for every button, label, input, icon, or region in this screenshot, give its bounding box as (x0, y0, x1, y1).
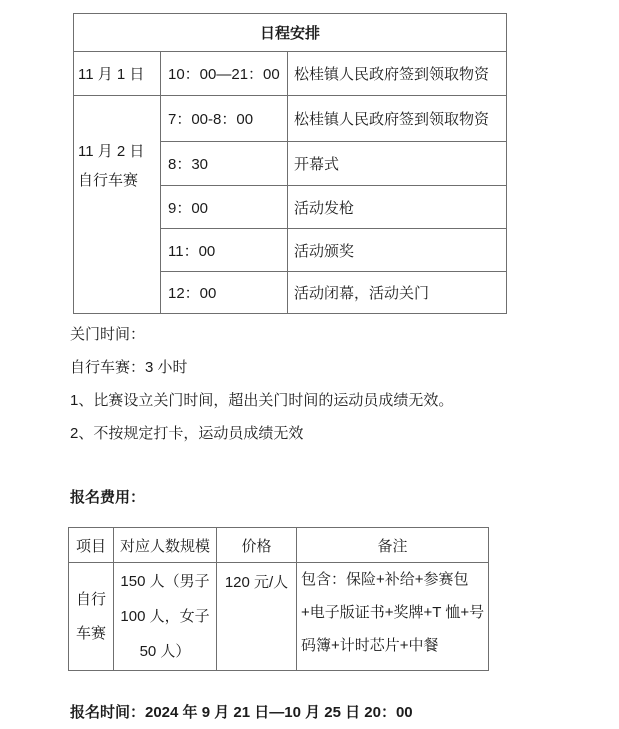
schedule-row-day2-1 (74, 96, 507, 142)
closing-time-label: 关门时间： (70, 326, 146, 343)
fees-item-cell (69, 563, 114, 671)
fees-heading: 报名费用： (70, 489, 146, 506)
fees-header-scale: 对应人数规模 (114, 528, 217, 563)
document-page (0, 13, 619, 722)
fees-header-row (69, 528, 489, 563)
schedule-table (73, 13, 507, 314)
rule-1: 1、比赛设立关门时间，超出关门时间的运动员成绩无效。 (70, 392, 454, 409)
day2-event-cell: 活动发枪 (288, 186, 507, 229)
fees-price-cell: 120 元/人 (217, 563, 297, 671)
fees-table (68, 527, 489, 671)
day2-time-cell: 8：30 (161, 142, 288, 186)
notes-section (70, 326, 619, 443)
schedule-row-day1 (74, 52, 507, 96)
fees-header-price: 价格 (217, 528, 297, 563)
day2-event-cell: 开幕式 (288, 142, 507, 186)
schedule-title-row (74, 14, 507, 52)
day2-time-cell: 11：00 (161, 229, 288, 272)
fees-item-line2: 车赛 (75, 624, 106, 642)
registration-time: 报名时间：2024 年 9 月 21 日—10 月 25 日 20：00 (70, 704, 413, 721)
fees-item-line1: 自行 (75, 590, 106, 608)
schedule-table-title: 日程安排 (74, 14, 507, 52)
fees-header-item: 项目 (69, 528, 114, 563)
day2-event-cell: 活动颁奖 (288, 229, 507, 272)
fees-data-row (69, 563, 489, 671)
day2-date-cell (74, 96, 161, 314)
day2-date-line: 11 月 2 日 (78, 143, 145, 160)
day2-time-cell: 12：00 (161, 272, 288, 314)
day1-date-cell: 11 月 1 日 (74, 52, 161, 96)
day1-event-cell: 松桂镇人民政府签到领取物资 (288, 52, 507, 96)
fees-header-remark: 备注 (297, 528, 489, 563)
closing-time-value: 自行车赛：3 小时 (70, 359, 188, 376)
fees-remark-cell: 包含：保险+补给+参赛包+电子版证书+奖牌+T 恤+号码簿+计时芯片+中餐 (297, 563, 489, 671)
day2-event-name-line: 自行车赛 (78, 172, 139, 189)
day2-time-cell: 7：00-8：00 (161, 96, 288, 142)
rule-2: 2、不按规定打卡，运动员成绩无效 (70, 425, 304, 442)
fees-scale-cell: 150 人（男子 100 人，女子 50 人） (114, 563, 217, 671)
day2-event-cell: 活动闭幕，活动关门 (288, 272, 507, 314)
day2-time-cell: 9：00 (161, 186, 288, 229)
day1-time-cell: 10：00—21：00 (161, 52, 288, 96)
day2-event-cell: 松桂镇人民政府签到领取物资 (288, 96, 507, 142)
